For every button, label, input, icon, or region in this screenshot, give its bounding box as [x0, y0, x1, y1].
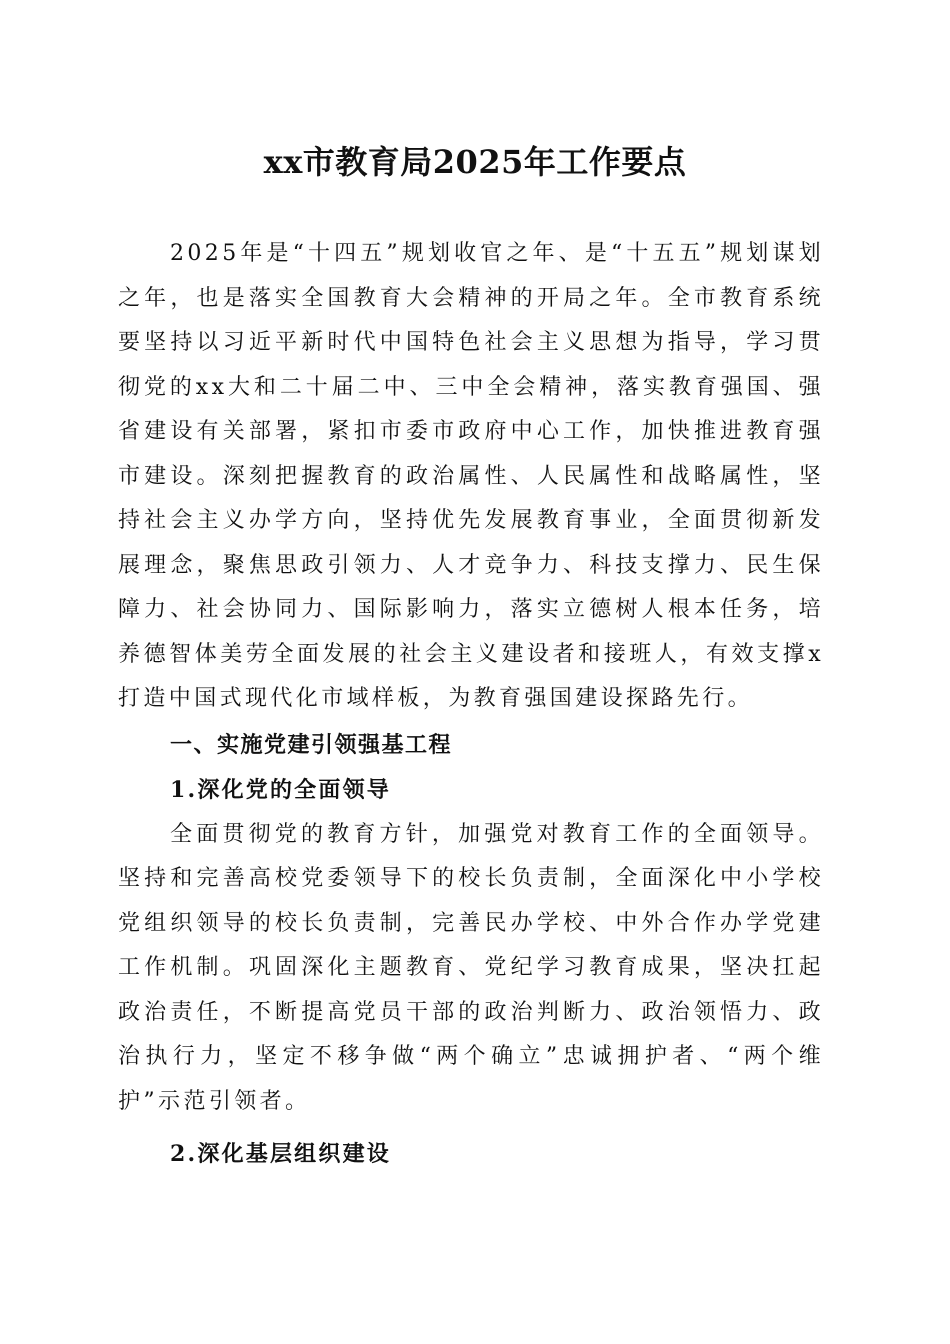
subsection-heading: 2.深化基层组织建设 — [170, 1141, 391, 1167]
spacer — [118, 1124, 824, 1132]
intro-paragraph: 2025年是“十四五”规划收官之年、是“十五五”规划谋划之年，也是落实全国教育大会精神的开局之年。全市教育系统要坚持以习近平新时代中国特色社会主义思想为指导，学习贯彻党的xx大和二十届二中、三中全会精神，落实教育强国、强省建设有关部署，紧扣市委市政府中心工作，加快推进教育强市建设。深刻把握教育的政治属性、人民属性和战略属性，坚持社会主义办学方向，坚持优先发展教育事业，全面贯彻新发展理念，聚焦思政引领力、人才竞争力、科技支撑力、民生保障力、社会协同力、国际影响力，落实立德树人根本任务，培养德智体美劳全面发展的社会主义建设者和接班人，有效支撑x打造中国式现代化市域样板，为教育强国建设探路先行。 — [118, 241, 824, 711]
document-body — [118, 232, 824, 1177]
document-title: xx市教育局2025年工作要点 — [263, 143, 687, 181]
subsection-paragraph: 全面贯彻党的教育方针，加强党对教育工作的全面领导。坚持和完善高校党委领导下的校长负责制，全面深化中小学校党组织领导的校长负责制，完善民办学校、中外合作办学党建工作机制。巩固深化主题教育、党纪学习教育成果，坚决扛起政治责任，不断提高党员干部的政治判断力、政治领悟力、政治执行力，坚定不移争做“两个确立”忠诚拥护者、“两个维护”示范引领者。 — [118, 821, 824, 1114]
section-heading: 一、实施党建引领强基工程 — [170, 732, 453, 758]
subsection-heading: 1.深化党的全面领导 — [170, 777, 391, 803]
